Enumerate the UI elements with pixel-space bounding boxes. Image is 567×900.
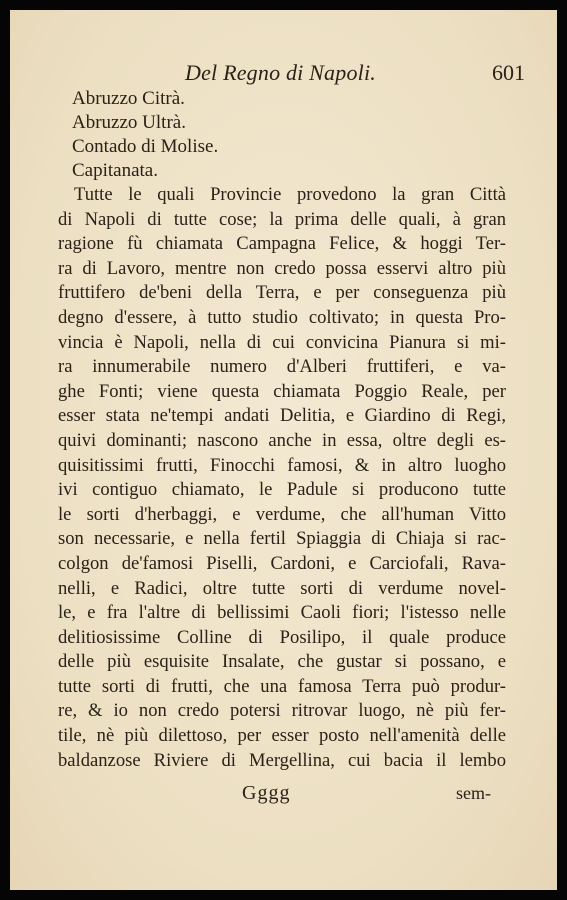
text-line: vincia è Napoli, nella di cui convicina Pianura si mi-: [58, 331, 506, 353]
text-line: ragione fù chiamata Campagna Felice, & hoggi Ter-: [58, 233, 506, 255]
text-line: ghe Fonti; viene questa chiamata Poggio Reale, per: [58, 380, 506, 402]
province-heading: Abruzzo Ultrà.: [72, 112, 186, 133]
text-line: colgon de'famosi Piselli, Cardoni, e Carciofali, Rava-: [58, 552, 506, 574]
text-line: fruttifero de'beni della Terra, e per conseguenza più: [58, 282, 506, 304]
book-page: [10, 10, 557, 890]
text-line: di Napoli di tutte cose; la prima delle quali, à gran: [58, 208, 506, 230]
text-line: degno d'essere, à tutto studio coltivato; in questa Pro-: [58, 306, 506, 328]
page-footer: [10, 782, 557, 812]
province-heading: Contado di Molise.: [72, 136, 219, 157]
text-line: baldanzose Riviere di Mergellina, cui bacia il lembo: [58, 749, 506, 771]
running-head: Del Regno di Napoli.: [185, 60, 376, 85]
body-paragraph: [58, 183, 506, 773]
province-list: [72, 87, 532, 183]
text-line: esser stata ne'tempi andati Delitia, e Giardino di Regi,: [58, 405, 506, 427]
text-line: tutte sorti di frutti, che una famosa Terra può produr-: [58, 675, 506, 697]
province-heading: Abruzzo Citrà.: [72, 88, 185, 109]
text-line: ivi contiguo chiamato, le Padule si producono tutte: [58, 479, 506, 501]
text-line: quivi dominanti; nascono anche in essa, oltre degli es-: [58, 429, 506, 451]
page-number: 601: [492, 60, 525, 85]
signature-mark: Gggg: [242, 782, 291, 804]
text-line: le sorti d'herbaggi, e verdume, che all'human Vitto: [58, 503, 506, 525]
text-line: re, & io non credo potersi ritrovar luogo, nè più fer-: [58, 700, 506, 722]
text-line: delitiosissime Colline di Posilipo, il quale produce: [58, 626, 506, 648]
text-line: Tutte le quali Provincie provedono la gran Città: [74, 184, 506, 205]
text-line: ra di Lavoro, mentre non credo possa esservi altro più: [58, 257, 506, 279]
text-line: nelli, e Radici, oltre tutte sorti di verdume novel-: [58, 577, 506, 599]
text-line: delle più esquisite Insalate, che gustar si possano, e: [58, 651, 506, 673]
text-line: quisitissimi frutti, Finocchi famosi, & in altro luogho: [58, 454, 506, 476]
province-heading: Capitanata.: [72, 160, 158, 181]
text-line: son necessarie, e nella fertil Spiaggia di Chiaja si rac-: [58, 528, 506, 550]
text-line: ra innumerabile numero d'Alberi fruttiferi, e va-: [58, 356, 506, 378]
text-line: tile, nè più dilettoso, per esser posto nell'amenità delle: [58, 725, 506, 747]
text-line: le, e fra l'altre di bellissimi Caoli fiori; l'istesso nelle: [58, 602, 506, 624]
catchword: sem-: [456, 783, 491, 803]
